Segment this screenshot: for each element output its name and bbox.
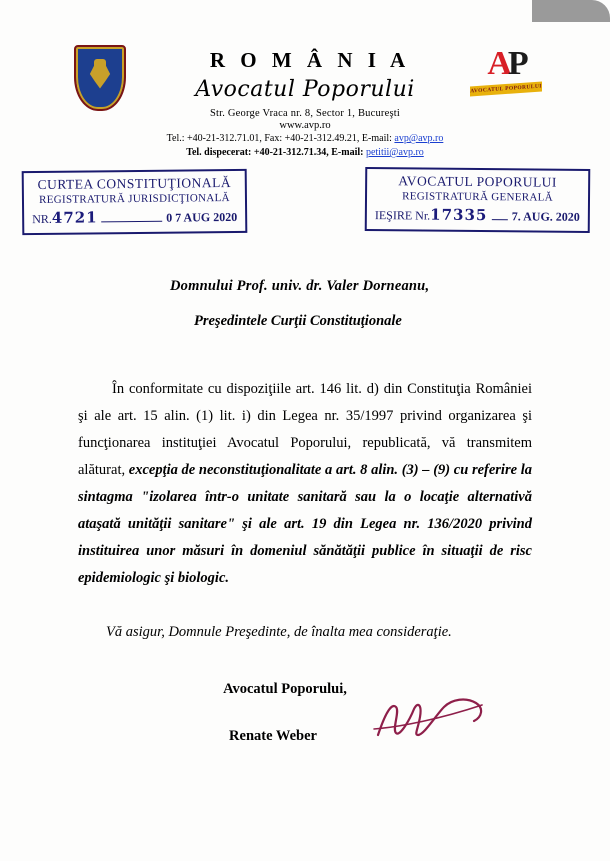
closing-formula: Vă asigur, Domnule Preşedinte, de înalta mea consideraţie. (106, 624, 452, 640)
country-title: R O M Â N I A (209, 48, 411, 72)
body-paragraph-text: În conformitate cu dispoziţiile art. 146 lit. d) din Constituţia României şi ale art. 15 alin. (1) lit. i) din Legea nr. 35/1997 privind organizarea şi funcţionarea instituţiei Avocatul Poporului, republicată, vă transmitem alăturat, (78, 381, 532, 478)
avp-logo-ribbon-label: AVOCATUL POPORULUI (470, 81, 542, 96)
contact-phone-line: Tel.: +40-21-312.71.01, Fax: +40-21-312.49.21, E-mail: (166, 133, 395, 144)
stamp-right-nr-label: IEŞIRE Nr. (374, 208, 431, 223)
signature-block (0, 681, 610, 745)
addressee-name: Domnului Prof. univ. dr. Valer Dorneanu, (170, 278, 430, 294)
body-paragraph (78, 376, 532, 592)
stamps-area (0, 166, 610, 242)
contact-block (0, 132, 610, 160)
email-avp-link[interactable]: avp@avp.ro (394, 133, 444, 144)
stamp-right-line1: AVOCATUL POPORULUI (398, 173, 558, 190)
signature-title: Avocatul Poporului, (223, 681, 347, 697)
stamp-left-date: 0 7 AUG 2020 (166, 209, 238, 225)
stamp-left-line2: REGISTRATURĂ JURISDICŢIONALĂ (38, 192, 230, 206)
email-petitii-link[interactable]: petitii@avp.ro (365, 147, 424, 158)
stamp-right-rule (491, 219, 507, 220)
stamp-left-rule (102, 221, 163, 223)
stamp-right-date: 7. AUG. 2020 (511, 209, 580, 224)
body-paragraph-emphasis: excepţia de neconstituţionalitate a art. 8 alin. (3) – (9) cu referire la sintagma "izolarea într-o unitate sanitară sau la o locaţie alternativă ataşată unităţii sanitare" şi ale art. 19 din Legea nr. 136/2020 privind instituirea unor măsuri în domeniul sănătăţii publice în situaţii de risc epidemiologic şi biologic. (78, 462, 532, 586)
photo-corner-shade (532, 0, 610, 22)
stamp-right-line2: REGISTRATURĂ GENERALĂ (402, 190, 553, 204)
institution-website: www.avp.ro (279, 120, 331, 131)
stamp-avocatul-poporului (365, 167, 591, 233)
institution-address: Str. George Vraca nr. 8, Sector 1, Bucureşti (209, 108, 401, 119)
institution-title: Avocatul Poporului (195, 77, 415, 102)
stamp-left-nr-value: 4721 (51, 208, 98, 227)
stamp-left-nr-label: NR. (32, 211, 52, 227)
letterhead (0, 0, 610, 130)
signature-name: Renate Weber (229, 728, 317, 744)
stamp-right-nr-value: 17335 (430, 205, 488, 225)
contact-dispatch-line: Tel. dispecerat: +40-21-312.71.34, E-mail: (186, 147, 366, 158)
stamp-curtea-constitutionala (22, 169, 248, 235)
addressee-title: Preşedintele Curţii Constituţionale (194, 313, 402, 329)
avp-logo-icon: AP AVOCATUL POPORULUI (470, 44, 542, 106)
stamp-left-line1: CURTEA CONSTITUŢIONALĂ (37, 174, 232, 193)
